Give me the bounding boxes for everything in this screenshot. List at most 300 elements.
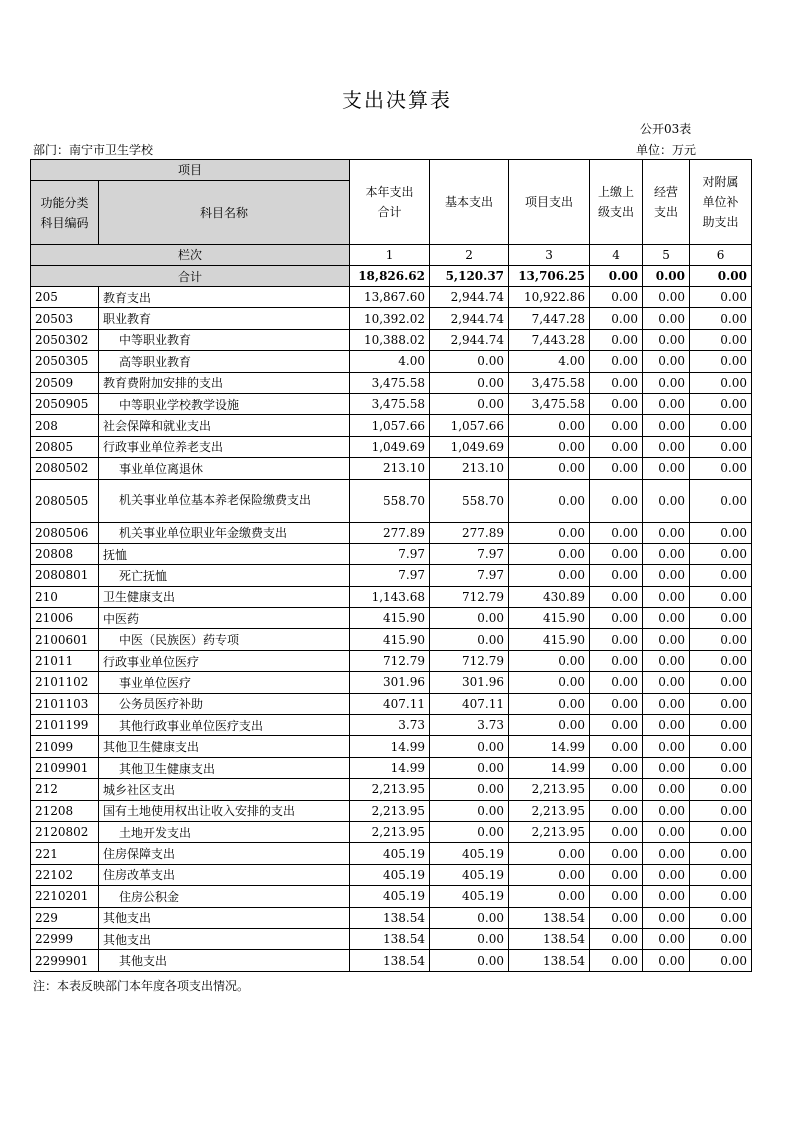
- page-title: 支出决算表: [342, 88, 452, 112]
- row-value: 7,443.28: [509, 329, 590, 350]
- table-row: [31, 928, 752, 949]
- row-value: 0.00: [643, 843, 690, 864]
- row-value: 0.00: [509, 672, 590, 693]
- row-name: 机关事业单位基本养老保险缴费支出: [99, 479, 350, 522]
- row-code: 21011: [31, 650, 99, 671]
- table-row: [31, 629, 752, 650]
- total-value: 0.00: [690, 266, 752, 287]
- row-value: 0.00: [590, 715, 643, 736]
- row-value: 0.00: [430, 351, 509, 372]
- row-code: 20808: [31, 543, 99, 564]
- row-value: 0.00: [690, 821, 752, 842]
- row-code: 21006: [31, 608, 99, 629]
- table-row: [31, 800, 752, 821]
- row-value: 0.00: [509, 565, 590, 586]
- row-name: 其他支出: [99, 928, 350, 949]
- total-value: 18,826.62: [350, 266, 430, 287]
- row-value: 0.00: [430, 821, 509, 842]
- row-value: 0.00: [590, 329, 643, 350]
- row-value: 0.00: [430, 757, 509, 778]
- header-business: 经营支出: [643, 160, 690, 245]
- row-value: 0.00: [643, 715, 690, 736]
- row-name: 死亡抚恤: [99, 565, 350, 586]
- row-value: 0.00: [690, 543, 752, 564]
- row-value: 0.00: [643, 565, 690, 586]
- col-num: 6: [690, 245, 752, 266]
- row-value: 4.00: [509, 351, 590, 372]
- row-code: 208: [31, 415, 99, 436]
- department-label: 部门：南宁市卫生学校: [33, 143, 154, 157]
- row-value: 10,388.02: [350, 329, 430, 350]
- row-value: 4.00: [350, 351, 430, 372]
- table-row: [31, 757, 752, 778]
- row-value: 0.00: [690, 287, 752, 308]
- row-value: 0.00: [430, 907, 509, 928]
- row-value: 0.00: [509, 479, 590, 522]
- row-value: 0.00: [590, 907, 643, 928]
- row-code: 221: [31, 843, 99, 864]
- row-value: 0.00: [643, 800, 690, 821]
- row-value: 14.99: [350, 757, 430, 778]
- row-value: 712.79: [430, 586, 509, 607]
- row-value: 0.00: [643, 736, 690, 757]
- row-value: 0.00: [643, 458, 690, 479]
- total-value: 5,120.37: [430, 266, 509, 287]
- row-code: 20805: [31, 436, 99, 457]
- row-code: 205: [31, 287, 99, 308]
- row-code: 2299901: [31, 950, 99, 971]
- row-value: 0.00: [690, 308, 752, 329]
- row-value: 3,475.58: [350, 372, 430, 393]
- header-subsidy: 对附属单位补助支出: [690, 160, 752, 245]
- table-row: [31, 372, 752, 393]
- row-value: 0.00: [690, 393, 752, 414]
- total-value: 13,706.25: [509, 266, 590, 287]
- row-value: 7.97: [430, 565, 509, 586]
- row-value: 558.70: [430, 479, 509, 522]
- table-row: [31, 843, 752, 864]
- row-value: 405.19: [430, 843, 509, 864]
- row-value: 0.00: [643, 479, 690, 522]
- row-code: 2050905: [31, 393, 99, 414]
- row-value: 558.70: [350, 479, 430, 522]
- table-row: [31, 458, 752, 479]
- row-value: 0.00: [643, 864, 690, 885]
- row-value: 7.97: [430, 543, 509, 564]
- row-value: 0.00: [690, 565, 752, 586]
- row-value: 0.00: [690, 458, 752, 479]
- row-value: 0.00: [590, 458, 643, 479]
- row-value: 0.00: [590, 650, 643, 671]
- total-row: [31, 266, 752, 287]
- row-value: 0.00: [643, 415, 690, 436]
- row-value: 0.00: [509, 458, 590, 479]
- row-value: 7,447.28: [509, 308, 590, 329]
- table-row: [31, 907, 752, 928]
- row-value: 138.54: [350, 928, 430, 949]
- row-value: 405.19: [430, 886, 509, 907]
- row-value: 2,213.95: [509, 821, 590, 842]
- row-value: 14.99: [509, 757, 590, 778]
- row-value: 0.00: [590, 672, 643, 693]
- col-num: 3: [509, 245, 590, 266]
- row-value: 0.00: [590, 800, 643, 821]
- row-value: 0.00: [690, 329, 752, 350]
- row-value: 405.19: [350, 864, 430, 885]
- row-value: 0.00: [590, 415, 643, 436]
- row-code: 2109901: [31, 757, 99, 778]
- row-value: 415.90: [509, 608, 590, 629]
- row-value: 0.00: [430, 779, 509, 800]
- table-row: [31, 565, 752, 586]
- row-name: 其他卫生健康支出: [99, 736, 350, 757]
- col-num: 2: [430, 245, 509, 266]
- row-value: 0.00: [430, 800, 509, 821]
- row-value: 0.00: [643, 287, 690, 308]
- row-name: 中等职业学校教学设施: [99, 393, 350, 414]
- row-value: 0.00: [690, 693, 752, 714]
- row-value: 0.00: [690, 672, 752, 693]
- row-value: 405.19: [430, 864, 509, 885]
- row-name: 行政事业单位养老支出: [99, 436, 350, 457]
- row-value: 0.00: [643, 779, 690, 800]
- row-code: 2080801: [31, 565, 99, 586]
- table-row: [31, 650, 752, 671]
- row-value: 14.99: [509, 736, 590, 757]
- row-value: 0.00: [643, 650, 690, 671]
- row-value: 0.00: [643, 950, 690, 971]
- row-value: 0.00: [643, 757, 690, 778]
- row-value: 415.90: [350, 629, 430, 650]
- row-value: 415.90: [350, 608, 430, 629]
- row-value: 0.00: [590, 843, 643, 864]
- row-name: 职业教育: [99, 308, 350, 329]
- row-value: 0.00: [430, 629, 509, 650]
- table-row: [31, 522, 752, 543]
- table-row: [31, 693, 752, 714]
- row-value: 0.00: [690, 479, 752, 522]
- row-value: 14.99: [350, 736, 430, 757]
- row-name: 公务员医疗补助: [99, 693, 350, 714]
- row-value: 0.00: [509, 886, 590, 907]
- row-value: 0.00: [690, 864, 752, 885]
- row-value: 3,475.58: [509, 372, 590, 393]
- row-value: 430.89: [509, 586, 590, 607]
- row-value: 712.79: [350, 650, 430, 671]
- row-value: 0.00: [590, 565, 643, 586]
- total-value: 0.00: [590, 266, 643, 287]
- row-name: 教育支出: [99, 287, 350, 308]
- total-value: 0.00: [643, 266, 690, 287]
- header-basic: 基本支出: [430, 160, 509, 245]
- row-code: 210: [31, 586, 99, 607]
- row-value: 1,049.69: [430, 436, 509, 457]
- row-code: 2080506: [31, 522, 99, 543]
- row-name: 事业单位医疗: [99, 672, 350, 693]
- table-row: [31, 393, 752, 414]
- row-value: 0.00: [690, 950, 752, 971]
- row-code: 2120802: [31, 821, 99, 842]
- row-value: 0.00: [643, 693, 690, 714]
- row-value: 2,213.95: [350, 821, 430, 842]
- row-value: 7.97: [350, 543, 430, 564]
- row-code: 2101103: [31, 693, 99, 714]
- row-value: 1,143.68: [350, 586, 430, 607]
- row-value: 0.00: [590, 757, 643, 778]
- row-value: 0.00: [643, 608, 690, 629]
- row-value: 0.00: [643, 586, 690, 607]
- row-value: 415.90: [509, 629, 590, 650]
- row-value: 10,922.86: [509, 287, 590, 308]
- row-code: 20503: [31, 308, 99, 329]
- col-num: 4: [590, 245, 643, 266]
- row-name: 教育费附加安排的支出: [99, 372, 350, 393]
- row-value: 2,213.95: [350, 779, 430, 800]
- row-value: 0.00: [590, 779, 643, 800]
- table-row: [31, 329, 752, 350]
- row-name: 社会保障和就业支出: [99, 415, 350, 436]
- row-value: 0.00: [590, 864, 643, 885]
- row-code: 2101102: [31, 672, 99, 693]
- row-value: 0.00: [690, 757, 752, 778]
- row-value: 3,475.58: [509, 393, 590, 414]
- row-value: 405.19: [350, 843, 430, 864]
- row-value: 0.00: [590, 393, 643, 414]
- table-row: [31, 608, 752, 629]
- table-row: [31, 436, 752, 457]
- row-value: 0.00: [430, 608, 509, 629]
- row-name: 其他卫生健康支出: [99, 757, 350, 778]
- row-value: 2,944.74: [430, 287, 509, 308]
- row-code: 212: [31, 779, 99, 800]
- row-value: 0.00: [590, 586, 643, 607]
- row-value: 0.00: [643, 329, 690, 350]
- row-value: 0.00: [690, 436, 752, 457]
- table-row: [31, 672, 752, 693]
- row-value: 1,057.66: [430, 415, 509, 436]
- row-name: 土地开发支出: [99, 821, 350, 842]
- row-value: 2,944.74: [430, 329, 509, 350]
- row-value: 0.00: [509, 693, 590, 714]
- row-name: 抚恤: [99, 543, 350, 564]
- row-value: 1,057.66: [350, 415, 430, 436]
- row-value: 0.00: [690, 715, 752, 736]
- row-name: 中医（民族医）药专项: [99, 629, 350, 650]
- row-value: 0.00: [690, 351, 752, 372]
- col-num: 1: [350, 245, 430, 266]
- table-row: [31, 415, 752, 436]
- row-value: 301.96: [350, 672, 430, 693]
- form-number: 公开03表: [640, 122, 692, 136]
- row-code: 229: [31, 907, 99, 928]
- row-value: 0.00: [590, 287, 643, 308]
- row-value: 213.10: [350, 458, 430, 479]
- row-value: 0.00: [509, 843, 590, 864]
- table-row: [31, 736, 752, 757]
- row-value: 0.00: [690, 843, 752, 864]
- row-value: 0.00: [590, 693, 643, 714]
- row-code: 2050305: [31, 351, 99, 372]
- row-value: 2,213.95: [509, 779, 590, 800]
- row-value: 0.00: [430, 950, 509, 971]
- row-value: 0.00: [643, 629, 690, 650]
- row-code: 2101199: [31, 715, 99, 736]
- row-value: 0.00: [590, 736, 643, 757]
- row-value: 0.00: [590, 372, 643, 393]
- row-value: 0.00: [690, 886, 752, 907]
- row-value: 0.00: [590, 950, 643, 971]
- row-value: 0.00: [509, 864, 590, 885]
- row-value: 0.00: [590, 886, 643, 907]
- row-value: 0.00: [690, 629, 752, 650]
- row-name: 国有土地使用权出让收入安排的支出: [99, 800, 350, 821]
- row-value: 0.00: [590, 308, 643, 329]
- unit-label: 单位：万元: [636, 143, 697, 157]
- table-row: [31, 308, 752, 329]
- row-name: 住房改革支出: [99, 864, 350, 885]
- row-name: 住房公积金: [99, 886, 350, 907]
- table-row: [31, 287, 752, 308]
- row-name: 卫生健康支出: [99, 586, 350, 607]
- row-value: 0.00: [690, 522, 752, 543]
- row-value: 712.79: [430, 650, 509, 671]
- row-value: 0.00: [643, 821, 690, 842]
- row-value: 2,213.95: [350, 800, 430, 821]
- row-code: 2080502: [31, 458, 99, 479]
- row-value: 0.00: [643, 436, 690, 457]
- col-num: 5: [643, 245, 690, 266]
- row-value: 0.00: [509, 543, 590, 564]
- row-name: 高等职业教育: [99, 351, 350, 372]
- row-code: 21099: [31, 736, 99, 757]
- header-total: 本年支出合计: [350, 160, 430, 245]
- row-value: 138.54: [509, 950, 590, 971]
- row-name: 其他支出: [99, 907, 350, 928]
- row-value: 0.00: [690, 650, 752, 671]
- row-name: 其他支出: [99, 950, 350, 971]
- row-value: 301.96: [430, 672, 509, 693]
- row-code: 21208: [31, 800, 99, 821]
- row-value: 3,475.58: [350, 393, 430, 414]
- row-value: 138.54: [350, 907, 430, 928]
- row-value: 0.00: [590, 436, 643, 457]
- row-value: 0.00: [509, 715, 590, 736]
- row-value: 0.00: [590, 479, 643, 522]
- row-value: 0.00: [690, 608, 752, 629]
- row-name: 城乡社区支出: [99, 779, 350, 800]
- row-value: 0.00: [643, 351, 690, 372]
- row-value: 405.19: [350, 886, 430, 907]
- row-value: 0.00: [643, 372, 690, 393]
- row-value: 1,049.69: [350, 436, 430, 457]
- row-value: 0.00: [643, 543, 690, 564]
- row-value: 0.00: [509, 650, 590, 671]
- row-value: 0.00: [643, 672, 690, 693]
- row-value: 0.00: [430, 393, 509, 414]
- header-col-label: 栏次: [31, 245, 350, 266]
- row-value: 0.00: [590, 928, 643, 949]
- row-code: 2100601: [31, 629, 99, 650]
- row-value: 10,392.02: [350, 308, 430, 329]
- row-code: 22999: [31, 928, 99, 949]
- row-value: 0.00: [643, 308, 690, 329]
- row-value: 0.00: [690, 736, 752, 757]
- row-value: 407.11: [350, 693, 430, 714]
- row-code: 2210201: [31, 886, 99, 907]
- row-value: 0.00: [643, 393, 690, 414]
- row-value: 0.00: [690, 372, 752, 393]
- row-code: 20509: [31, 372, 99, 393]
- row-code: 22102: [31, 864, 99, 885]
- row-value: 0.00: [590, 629, 643, 650]
- table-row: [31, 543, 752, 564]
- expenditure-table: [30, 159, 752, 972]
- row-value: 2,944.74: [430, 308, 509, 329]
- row-value: 277.89: [430, 522, 509, 543]
- row-value: 0.00: [690, 415, 752, 436]
- row-name: 中等职业教育: [99, 329, 350, 350]
- table-row: [31, 586, 752, 607]
- row-value: 213.10: [430, 458, 509, 479]
- row-value: 0.00: [643, 886, 690, 907]
- row-value: 0.00: [590, 543, 643, 564]
- table-row: [31, 715, 752, 736]
- row-value: 3.73: [350, 715, 430, 736]
- header-upper: 上缴上级支出: [590, 160, 643, 245]
- row-value: 0.00: [690, 907, 752, 928]
- row-value: 0.00: [590, 351, 643, 372]
- table-row: [31, 479, 752, 522]
- row-value: 0.00: [690, 779, 752, 800]
- row-value: 0.00: [590, 522, 643, 543]
- row-value: 0.00: [643, 907, 690, 928]
- row-value: 138.54: [350, 950, 430, 971]
- row-value: 0.00: [509, 436, 590, 457]
- table-row: [31, 351, 752, 372]
- row-value: 0.00: [430, 372, 509, 393]
- row-value: 0.00: [430, 928, 509, 949]
- row-value: 277.89: [350, 522, 430, 543]
- row-name: 其他行政事业单位医疗支出: [99, 715, 350, 736]
- row-value: 0.00: [430, 736, 509, 757]
- row-value: 2,213.95: [509, 800, 590, 821]
- row-value: 0.00: [690, 800, 752, 821]
- row-name: 机关事业单位职业年金缴费支出: [99, 522, 350, 543]
- row-name: 行政事业单位医疗: [99, 650, 350, 671]
- row-name: 中医药: [99, 608, 350, 629]
- row-value: 7.97: [350, 565, 430, 586]
- row-value: 0.00: [590, 821, 643, 842]
- row-value: 0.00: [690, 928, 752, 949]
- header-code: 功能分类科目编码: [31, 181, 99, 245]
- row-value: 0.00: [643, 928, 690, 949]
- row-code: 2080505: [31, 479, 99, 522]
- table-row: [31, 821, 752, 842]
- header-item: 项目: [31, 160, 350, 181]
- row-name: 事业单位离退休: [99, 458, 350, 479]
- footnote: 注：本表反映部门本年度各项支出情况。: [33, 979, 250, 993]
- header-project: 项目支出: [509, 160, 590, 245]
- table-row: [31, 886, 752, 907]
- header-name: 科目名称: [99, 181, 350, 245]
- table-row: [31, 779, 752, 800]
- total-label: 合计: [31, 266, 350, 287]
- row-value: 0.00: [590, 608, 643, 629]
- row-value: 138.54: [509, 928, 590, 949]
- row-value: 0.00: [690, 586, 752, 607]
- table-row: [31, 950, 752, 971]
- row-value: 0.00: [509, 522, 590, 543]
